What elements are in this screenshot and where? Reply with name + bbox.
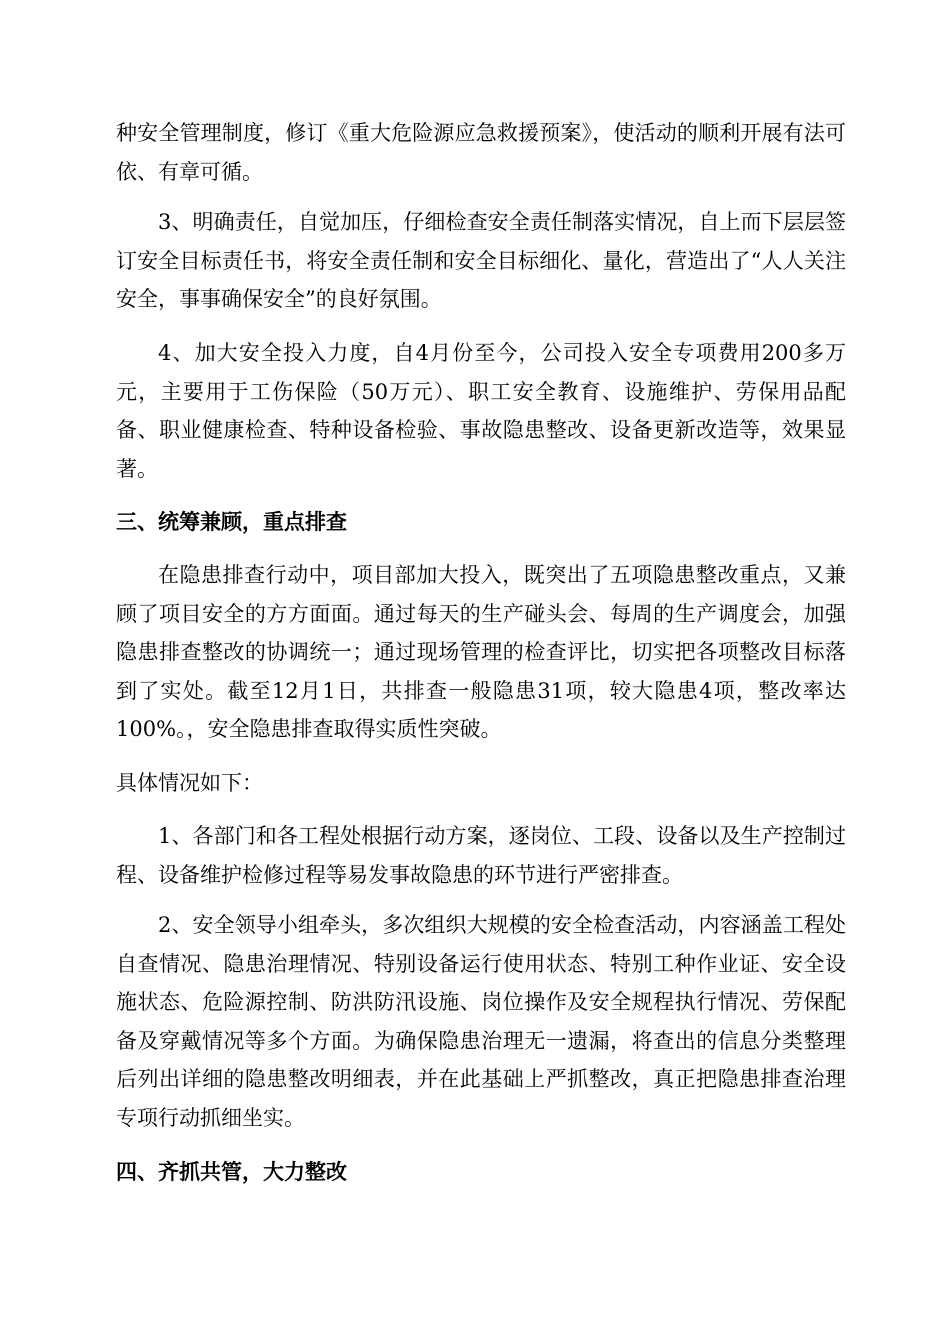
- paragraph-inspection: 在隐患排查行动中，项目部加大投入，既突出了五项隐患整改重点，又兼顾了项目安全的方方面面。通过每天的生产碰头会、每周的生产调度会，加强隐患排查整改的协调统一；通过现场管理的检查评比，切实把各项整改目标落到了实处。截至12月1日，共排查一般隐患31项，较大隐患4项，整改率达100%。，安全隐患排查取得实质性突破。: [116, 563, 846, 741]
- paragraph-item-4: 4、加大安全投入力度，自4月份至今，公司投入安全专项费用200多万元，主要用于工伤保险（50万元）、职工安全教育、设施维护、劳保用品配备、职业健康检查、特种设备检验、事故隐患整改、设备更新改造等，效果显著。: [116, 341, 846, 481]
- section-heading-4: 四、齐抓共管，大力整改: [116, 1159, 347, 1184]
- paragraph-details-intro: 具体情况如下：: [116, 771, 263, 795]
- paragraph-item-2: 2、安全领导小组牵头，多次组织大规模的安全检查活动，内容涵盖工程处自查情况、隐患治理情况、特别设备运行使用状态、特别工种作业证、安全设施状态、危险源控制、防洪防汛设施、岗位操作及安全规程执行情况、劳保配备及穿戴情况等多个方面。为确保隐患治理无一遗漏，将查出的信息分类整理后列出详细的隐患整改明细表，并在此基础上严抓整改，真正把隐患排查治理专项行动抓细坐实。: [116, 913, 846, 1130]
- section-heading-3: 三、统筹兼顾，重点排查: [116, 509, 347, 534]
- paragraph-item-3: 3、明确责任，自觉加压，仔细检查安全责任制落实情况，自上而下层层签订安全目标责任书，将安全责任制和安全目标细化、量化，营造出了“人人关注安全，事事确保安全”的良好氛围。: [116, 210, 846, 311]
- paragraph-safety-system: 种安全管理制度，修订《重大危险源应急救援预案》，使活动的顺利开展有法可依、有章可循。: [116, 121, 846, 184]
- paragraph-item-1: 1、各部门和各工程处根据行动方案，逐岗位、工段、设备以及生产控制过程、设备维护检修过程等易发事故隐患的环节进行严密排查。: [116, 824, 846, 887]
